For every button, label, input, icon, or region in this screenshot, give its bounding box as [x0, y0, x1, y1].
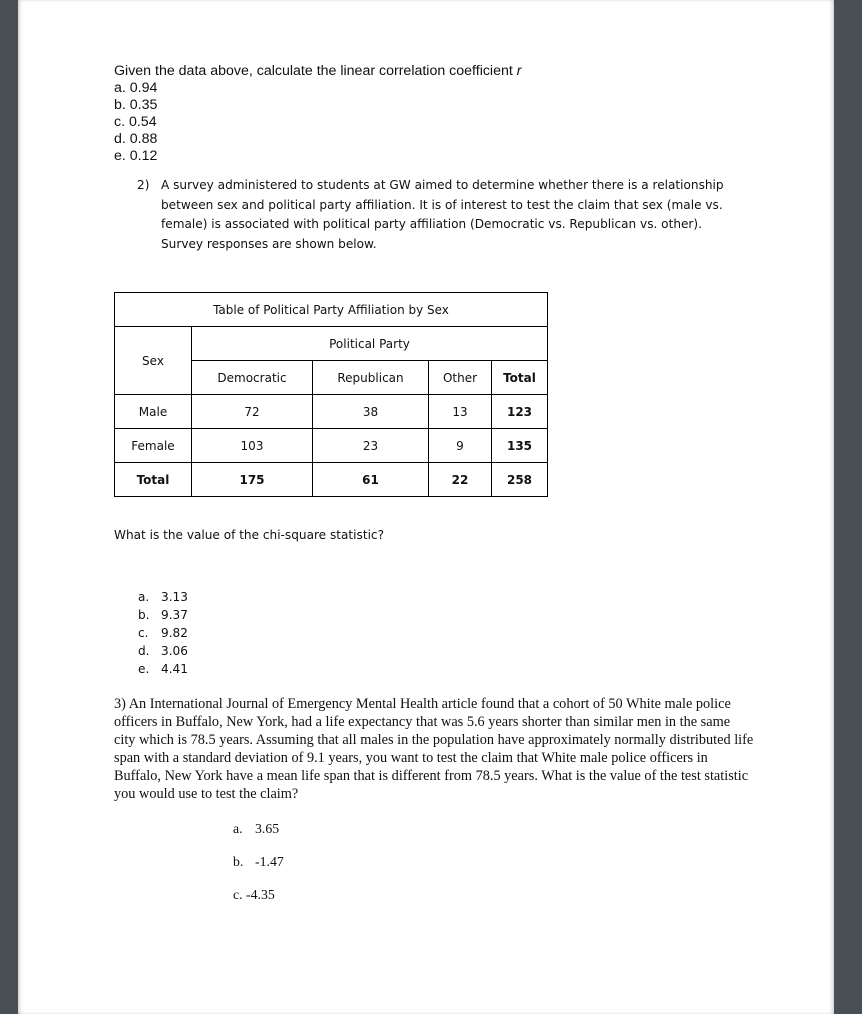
cell-total: 135 — [492, 429, 548, 463]
cell: 13 — [429, 395, 492, 429]
question-1-prompt: Given the data above, calculate the linear correlation coefficient r — [114, 63, 522, 79]
q2-option-c: c. 9.82 — [138, 626, 188, 640]
cell-total: 175 — [192, 463, 313, 497]
question-2-prompt: What is the value of the chi-square statistic? — [114, 528, 384, 542]
q1-option-e: e. 0.12 — [114, 148, 158, 164]
q3-option-b: b. -1.47 — [233, 854, 284, 869]
q1-option-a: a. 0.94 — [114, 80, 158, 96]
col-republican: Republican — [313, 361, 429, 395]
table-row-total — [115, 463, 548, 497]
q2-option-b: b. 9.37 — [138, 608, 188, 622]
question-2-options — [138, 588, 188, 678]
cell-total: 22 — [429, 463, 492, 497]
document-page — [18, 0, 834, 1014]
row-label: Female — [115, 429, 192, 463]
q1-option-c: c. 0.54 — [114, 114, 157, 130]
contingency-table — [114, 292, 548, 497]
question-2-text — [137, 176, 747, 254]
cell: 23 — [313, 429, 429, 463]
cell-grand-total: 258 — [492, 463, 548, 497]
question-3-text: 3) An International Journal of Emergency Mental Health article found that a cohort of 50 White male police officers in Buffalo, New York, had a life expectancy that was 5.6 years shorter than similar men in the same city which is 78.5 years. Assuming that all males in the population have approximately normally distributed life span with a standard deviation of 9.1 years, you want to test the claim that White male police officers in Buffalo, New York have a mean life span that is different from 78.5 years. What is the value of the test statistic you would use to test the claim? — [114, 696, 754, 802]
row-label: Male — [115, 395, 192, 429]
q2-option-a: a. 3.13 — [138, 590, 188, 604]
question-2-number: 2) — [137, 178, 150, 192]
cell-total: 123 — [492, 395, 548, 429]
q1-option-d: d. 0.88 — [114, 131, 158, 147]
q1-option-b: b. 0.35 — [114, 97, 158, 113]
table-row — [115, 395, 548, 429]
question-2-body: A survey administered to students at GW aimed to determine whether there is a relationship between sex and political party affiliation. It is of interest to test the claim that sex (male vs. female) is associated with political party affiliation (Democratic vs. Republican vs. other). Survey responses are shown below. — [161, 178, 724, 251]
cell: 72 — [192, 395, 313, 429]
q3-option-a: a. 3.65 — [233, 821, 280, 836]
col-total: Total — [492, 361, 548, 395]
cell: 103 — [192, 429, 313, 463]
group-header-political-party: Political Party — [192, 327, 548, 361]
row-label: Total — [115, 463, 192, 497]
col-other: Other — [429, 361, 492, 395]
q3-option-c: c. -4.35 — [233, 887, 275, 902]
table-row — [115, 429, 548, 463]
cell: 9 — [429, 429, 492, 463]
col-democratic: Democratic — [192, 361, 313, 395]
question-1 — [114, 63, 522, 165]
cell: 38 — [313, 395, 429, 429]
row-header-sex: Sex — [115, 327, 192, 395]
table-title: Table of Political Party Affiliation by Sex — [115, 293, 548, 327]
q2-option-d: d. 3.06 — [138, 644, 188, 658]
cell-total: 61 — [313, 463, 429, 497]
q2-option-e: e. 4.41 — [138, 662, 188, 676]
